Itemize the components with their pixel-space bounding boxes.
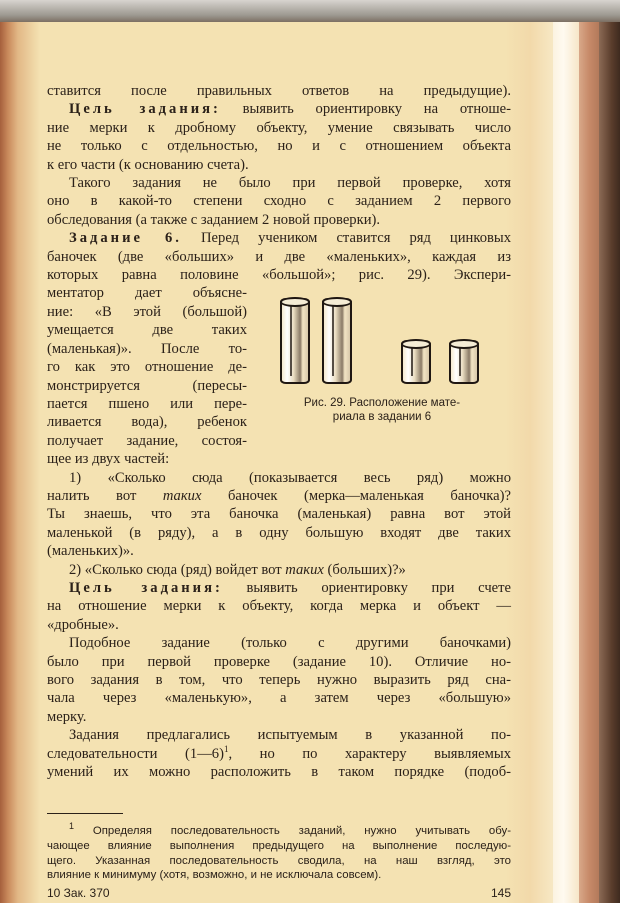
text-line: к его части (к основанию счета). bbox=[47, 156, 249, 173]
page-footer bbox=[47, 885, 511, 901]
goal-paragraph-line bbox=[47, 100, 511, 118]
goal-label: Цель задания: bbox=[69, 101, 221, 118]
text-line: (маленьких)». bbox=[47, 543, 134, 560]
text-line: (маленькая)». После то- bbox=[47, 340, 247, 357]
page-number: 145 bbox=[490, 885, 511, 900]
text-line: вого задания в том, что теперь нужно выразить ряд сна- bbox=[47, 672, 511, 688]
text-line: го как это отношение де- bbox=[47, 359, 247, 376]
footnote-marker: 1 bbox=[69, 821, 75, 832]
task-paragraph-line bbox=[47, 229, 511, 247]
text-line: выявить ориентировку при счете bbox=[222, 579, 511, 596]
text-span: баночек (мерка—маленькая баночка)? bbox=[201, 487, 511, 504]
footnote-line: влияние к минимуму (хотя, возможно, и не исключала совсем). bbox=[47, 869, 382, 882]
text-line: мерку. bbox=[47, 708, 87, 725]
italic-word: таких bbox=[285, 561, 324, 578]
text-line bbox=[47, 745, 511, 763]
text-line: ние: «В этой (большой) bbox=[47, 303, 247, 320]
goal-paragraph-line bbox=[47, 579, 511, 597]
text-span: налить вот bbox=[47, 487, 163, 504]
footnote-marker: 1 bbox=[223, 743, 229, 754]
caption-line: риала в задании 6 bbox=[332, 411, 432, 424]
text-line: Ты знаешь, что эта баночка (маленькая) равна вот этой bbox=[47, 506, 511, 523]
text-line: Подобное задание (только с другими баночками) bbox=[69, 635, 511, 652]
text-line: монстрируется (пересы- bbox=[47, 377, 247, 394]
text-line: чала через «маленькую», а затем через «большую» bbox=[47, 690, 511, 707]
italic-word: таких bbox=[162, 487, 202, 504]
text-line bbox=[47, 561, 511, 579]
text-line: Задания предлагались испытуемым в указанной по- bbox=[69, 727, 511, 744]
figure-wrap bbox=[47, 284, 511, 468]
large-jar-icon bbox=[322, 298, 352, 384]
text-line: 1) «Сколько сюда (показывается весь ряд) можно bbox=[69, 469, 511, 486]
text-span: следовательности (1—6) bbox=[47, 745, 224, 762]
text-span: 2) «Сколько сюда (ряд) войдет вот bbox=[69, 561, 286, 578]
text-line: получает задание, состоя- bbox=[47, 432, 247, 449]
page-edge bbox=[553, 14, 579, 903]
text-line: выявить ориентировку на отноше- bbox=[220, 101, 511, 118]
text-line: пается пшено или пере- bbox=[47, 395, 247, 412]
page-stack-edge bbox=[579, 12, 599, 903]
small-jar-icon bbox=[401, 340, 431, 384]
text-line: ментатор дает объясне- bbox=[47, 285, 247, 302]
footnote-line: чающее влияние выполнения предыдущего на выполнение последую- bbox=[47, 840, 511, 853]
large-jar-icon bbox=[280, 298, 310, 384]
wrapped-text bbox=[47, 284, 247, 468]
text-line: умещается две таких bbox=[47, 322, 247, 339]
text-line: которых равна половине «большой»; рис. 29). Экспери- bbox=[47, 267, 511, 284]
text-line: ние мерки к дробному объекту, умение связывать число bbox=[47, 119, 511, 136]
book-binding bbox=[599, 10, 620, 903]
figure-caption bbox=[262, 396, 502, 424]
text-line: щее из двух частей: bbox=[47, 451, 170, 468]
text-line: было при первой проверке (задание 10). Отличие но- bbox=[47, 653, 511, 670]
text-line: ливается вода), ребенок bbox=[47, 414, 247, 431]
text-line: маленькой (в ряду), а в одну большую входят две таких bbox=[47, 524, 511, 541]
text-span: , но по характеру выявляемых bbox=[228, 745, 511, 762]
text-line: ставится после правильных ответов на предыдущие). bbox=[47, 83, 511, 99]
footnote-line: щего. Указанная последовательность сводила, на наш взгляд, это bbox=[47, 854, 511, 867]
text-line: обследования (а также с заданием 2 новой проверки). bbox=[47, 211, 381, 228]
text-line: Такого задания не было при первой проверке, хотя bbox=[69, 175, 511, 192]
small-jar-icon bbox=[449, 340, 479, 384]
caption-line: Рис. 29. Расположение мате- bbox=[303, 397, 461, 410]
text-line: оно в какой-то степени сходно с заданием 2 первого bbox=[47, 193, 511, 210]
text-line: на отношение мерки к объекту, когда мерка и объект — bbox=[47, 598, 511, 615]
scan-top-shadow bbox=[0, 0, 620, 22]
figure-29 bbox=[262, 290, 502, 425]
print-signature: 10 Зак. 370 bbox=[47, 885, 110, 900]
footnote-divider bbox=[47, 813, 123, 814]
text-line: умений их можно расположить в таком порядке (подоб- bbox=[47, 764, 511, 781]
text-line: «дробные». bbox=[47, 616, 119, 633]
goal-label: Цель задания: bbox=[69, 579, 223, 596]
text-line: баночек (две «больших» и две «маленьких», каждая из bbox=[47, 248, 511, 265]
text-line: не только с отдельностью, но и с отношением объекта bbox=[47, 138, 511, 155]
text-line: Перед учеником ставится ряд цинковых bbox=[181, 230, 511, 247]
page-text bbox=[47, 82, 511, 901]
footnote-line bbox=[47, 821, 511, 839]
text-line bbox=[47, 487, 511, 505]
text-span: (больших)?» bbox=[323, 561, 406, 578]
text-span: Определяя последовательность заданий, нужно учитывать обу- bbox=[74, 825, 511, 838]
task-label: Задание 6. bbox=[69, 230, 182, 247]
